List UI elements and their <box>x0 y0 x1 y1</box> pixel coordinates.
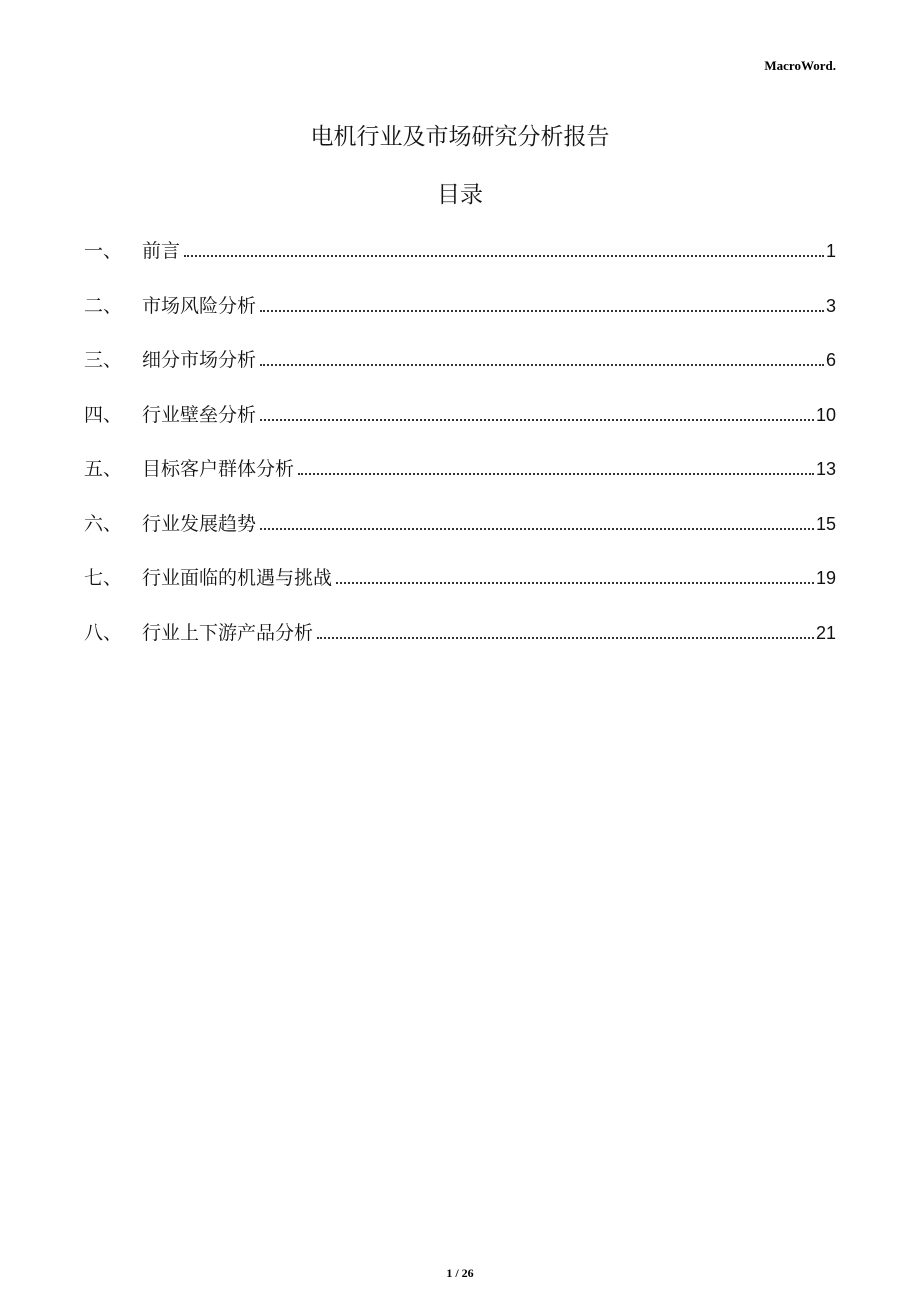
toc-dot-leader <box>260 310 824 312</box>
toc-entry-number: 七、 <box>84 567 123 589</box>
toc-dot-leader <box>298 473 814 475</box>
toc-entry-opportunities-challenges[interactable] <box>84 559 836 614</box>
toc-dot-leader <box>260 364 824 366</box>
toc-entry-title: 行业壁垒分析 <box>142 403 257 426</box>
toc-entry-market-risk[interactable] <box>84 287 836 342</box>
toc-entry-title: 市场风险分析 <box>142 294 257 317</box>
toc-entry-number: 三、 <box>84 349 123 371</box>
toc-entry-title: 行业上下游产品分析 <box>142 621 314 644</box>
toc-entry-title: 行业面临的机遇与挑战 <box>142 567 333 589</box>
toc-entry-page: 13 <box>815 459 836 479</box>
toc-entry-industry-trends[interactable] <box>84 505 836 560</box>
toc-entry-title: 细分市场分析 <box>142 349 257 371</box>
toc-dot-leader <box>260 528 814 530</box>
toc-entry-page: 1 <box>825 241 836 261</box>
toc-entry-number: 六、 <box>84 512 123 535</box>
toc-heading: 目录 <box>437 182 483 208</box>
toc-entry-page: 10 <box>815 404 836 425</box>
toc-entry-preface[interactable] <box>84 232 836 287</box>
toc-entry-industry-barriers[interactable] <box>84 396 836 451</box>
toc-entry-page: 15 <box>815 513 836 534</box>
toc-dot-leader <box>184 255 824 257</box>
toc-entry-title: 目标客户群体分析 <box>142 458 295 480</box>
header-brand: MacroWord. <box>764 58 836 73</box>
toc-entry-title: 前言 <box>142 240 181 262</box>
toc-entry-number: 一、 <box>84 240 123 262</box>
table-of-contents <box>84 232 836 668</box>
toc-entry-number: 五、 <box>84 458 123 480</box>
toc-dot-leader <box>260 419 814 421</box>
toc-entry-number: 八、 <box>84 621 123 644</box>
page-indicator: 1 / 26 <box>446 1266 474 1280</box>
document-title: 电机行业及市场研究分析报告 <box>310 124 610 150</box>
toc-entry-page: 19 <box>815 568 836 588</box>
toc-entry-upstream-downstream[interactable] <box>84 614 836 669</box>
toc-entry-title: 行业发展趋势 <box>142 512 257 535</box>
toc-entry-number: 二、 <box>84 294 123 317</box>
toc-entry-target-customers[interactable] <box>84 450 836 505</box>
toc-dot-leader <box>317 637 814 639</box>
toc-entry-segment-analysis[interactable] <box>84 341 836 396</box>
toc-entry-page: 3 <box>825 295 836 316</box>
toc-entry-number: 四、 <box>84 403 123 426</box>
toc-entry-page: 6 <box>825 350 836 370</box>
toc-entry-page: 21 <box>815 622 836 643</box>
toc-dot-leader <box>336 582 814 584</box>
